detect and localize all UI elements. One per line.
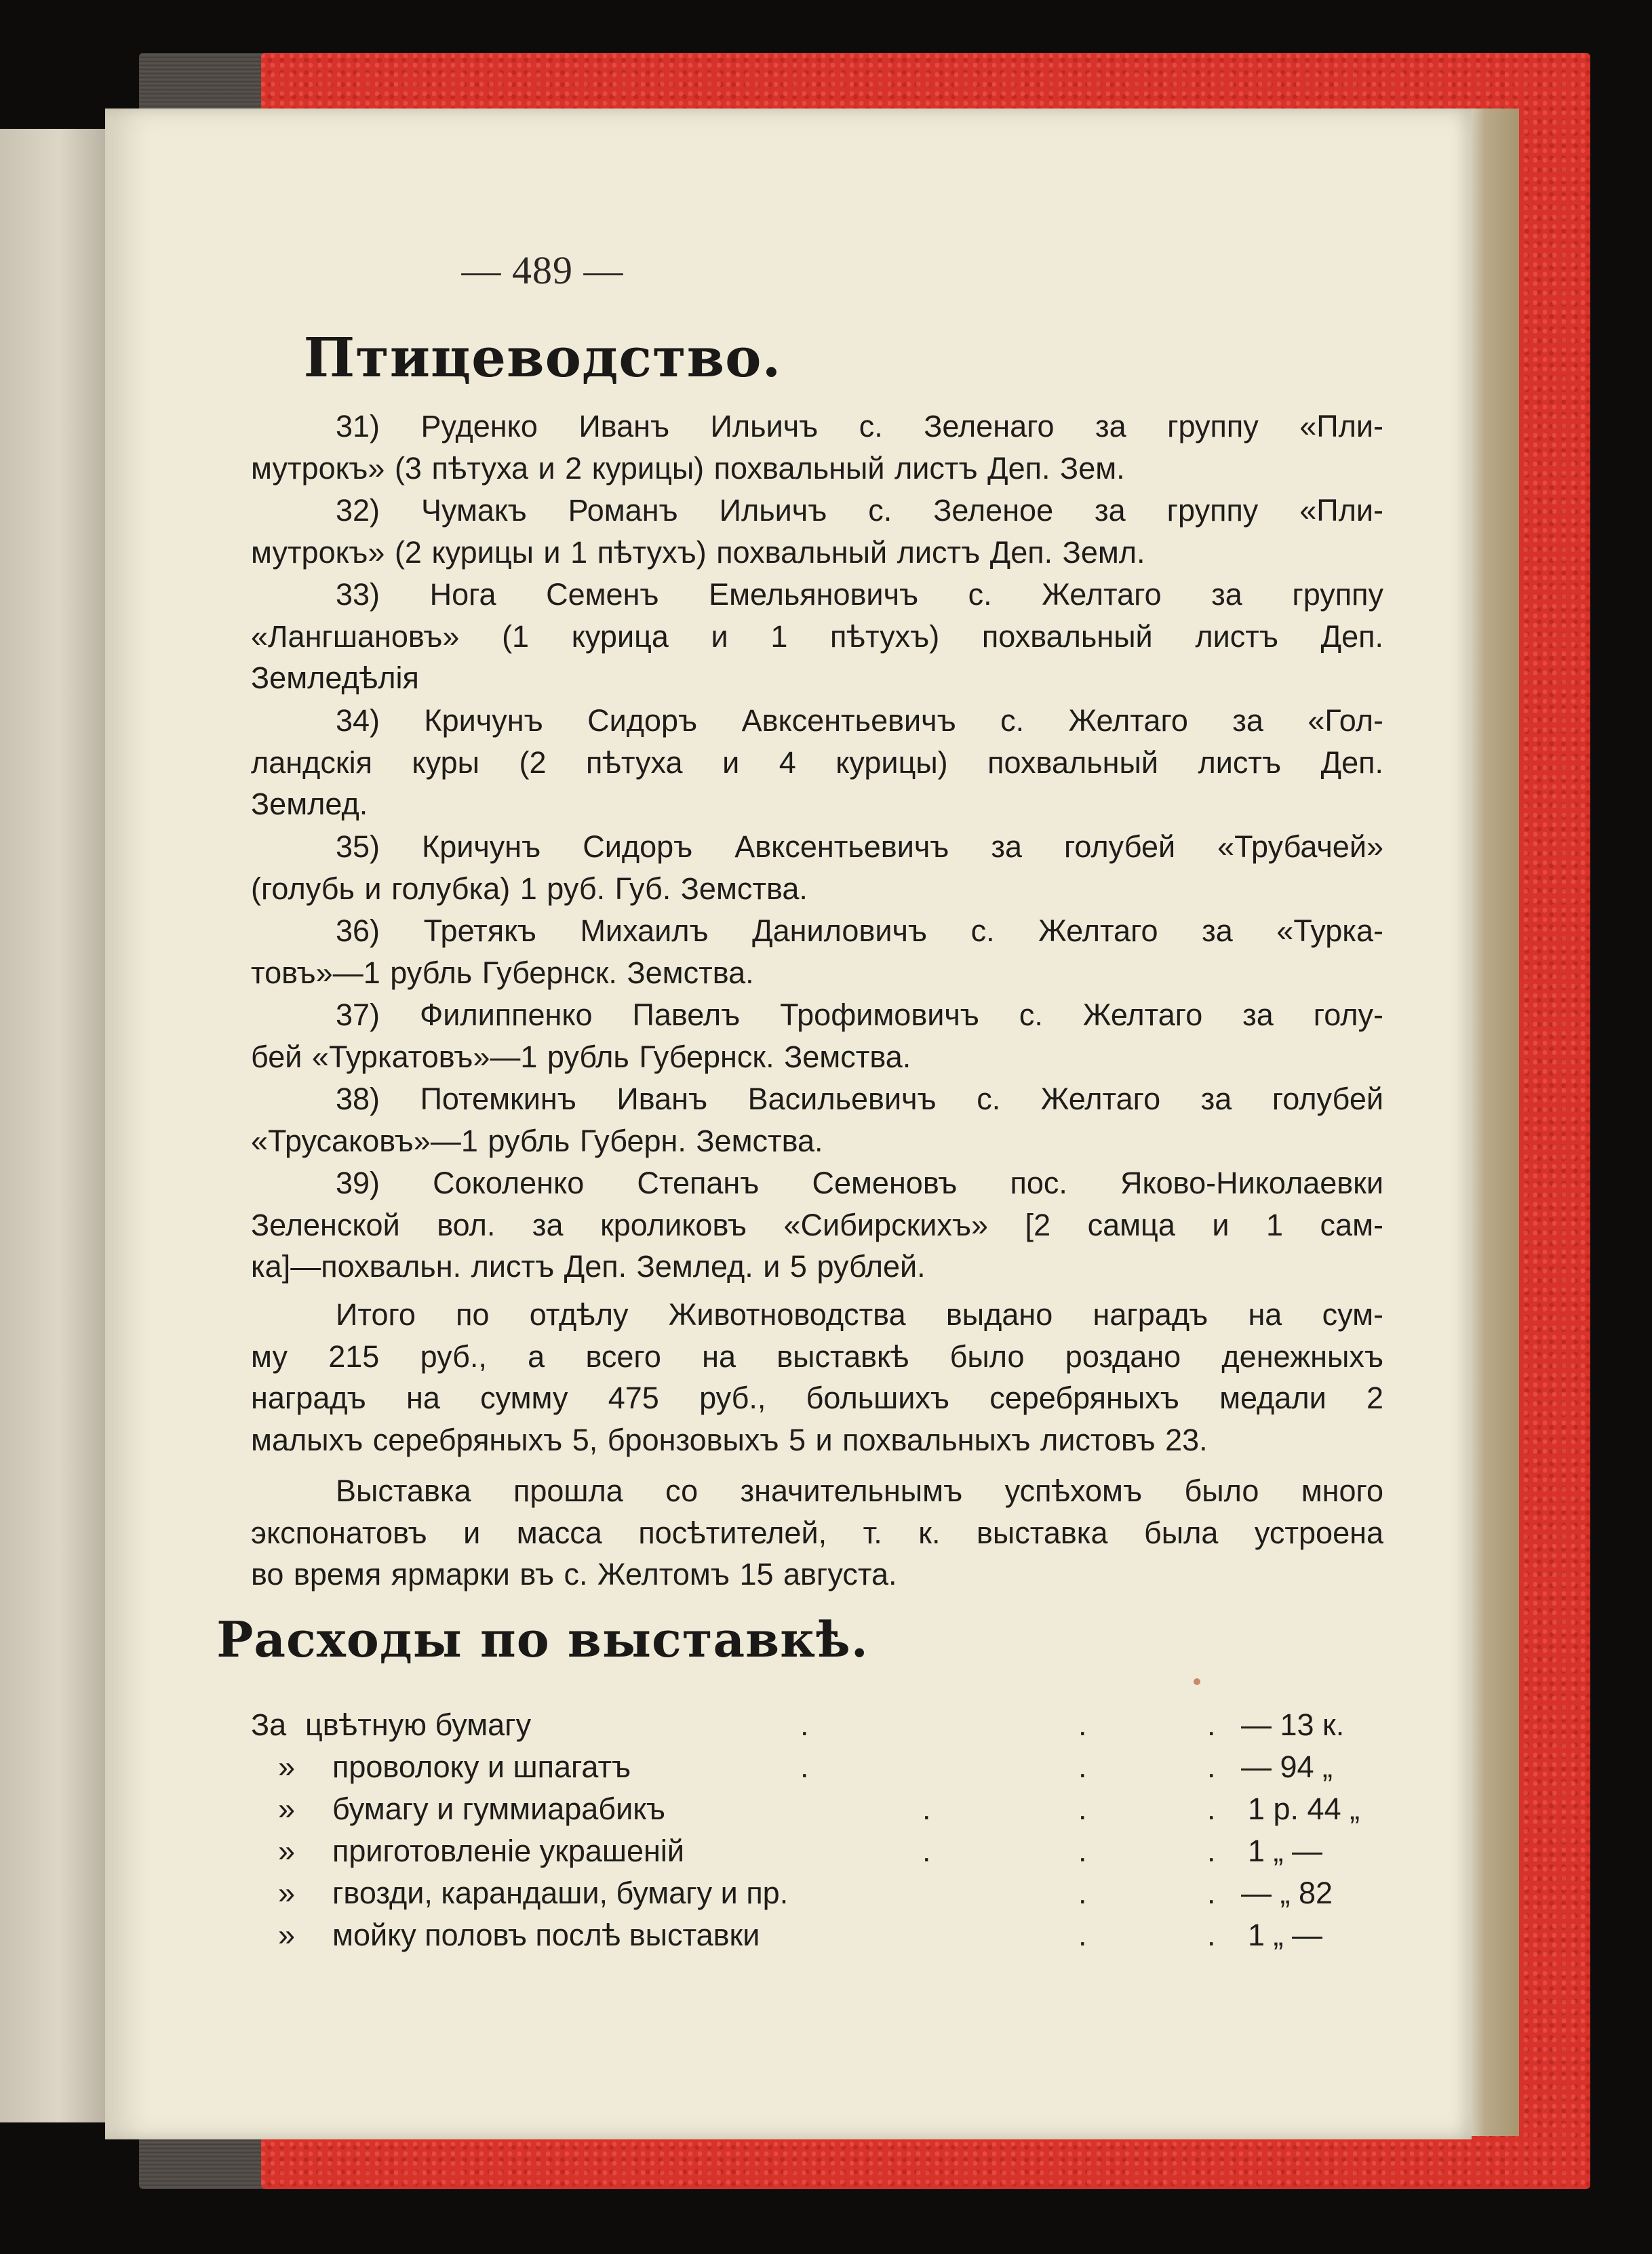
entry-line: 38) Потемкинъ Иванъ Васильевичъ с. Желтаго за голубей [336,1082,1383,1116]
section-heading-poultry: Птицеводство. [303,325,782,389]
closing-paragraph [251,1470,1383,1596]
award-entry-37 [251,994,1383,1077]
expense-prefix: » [278,1918,296,1952]
entry-line: мутрокъ» (3 пѣтуха и 2 курицы) похвальный листъ Деп. Зем. [251,450,1125,486]
entry-line: Земледѣлія [251,660,419,695]
leader-dot: . [1207,1792,1216,1826]
leader-dot: . [800,1749,809,1784]
award-entry-38 [251,1078,1383,1162]
leader-dot: . [1078,1834,1087,1868]
leader-dot: . [1078,1918,1087,1952]
entry-line: (голубь и голубка) 1 руб. Губ. Земства. [251,871,808,906]
entry-line: товъ»—1 рубль Губернск. Земства. [251,955,754,990]
leader-dot: . [1207,1834,1216,1868]
expense-row [251,1792,1390,1834]
closing-line: Выставка прошла со значительнымъ успѣхомъ было много [336,1474,1383,1508]
entry-line: 39) Соколенко Степанъ Семеновъ пос. Яково-Николаевки [336,1166,1383,1200]
entry-line: 37) Филиппенко Павелъ Трофимовичъ с. Желтаго за голу- [336,997,1383,1032]
entry-line: 35) Кричунъ Сидоръ Авксентьевичъ за голубей «Трубачей» [336,829,1383,864]
expense-item: бумагу и гуммиарабикъ [332,1792,666,1826]
entry-line: ка]—похвальн. листъ Деп. Землед. и 5 рублей. [251,1249,926,1284]
expense-row [251,1749,1390,1792]
expense-prefix: » [278,1792,296,1826]
expense-amount: 1 р. 44 „ [1248,1792,1360,1826]
expense-prefix: » [278,1834,296,1868]
left-page-edge [0,129,110,2122]
expense-prefix: За [251,1707,287,1742]
expense-amount: — 94 „ [1241,1749,1333,1784]
leader-dot: . [1207,1749,1216,1784]
expense-amount: — „ 82 [1241,1876,1333,1910]
expense-item: цвѣтную бумагу [305,1707,532,1742]
award-entry-36 [251,910,1383,993]
summary-line: му 215 руб., а всего на выставкѣ было роздано денежныхъ [251,1339,1383,1374]
leader-dot: . [800,1707,809,1742]
leader-dot: . [922,1834,931,1868]
leader-dot: . [1207,1707,1216,1742]
expense-amount: — 13 к. [1241,1707,1345,1742]
expense-row [251,1834,1390,1876]
leader-dot: . [922,1792,931,1826]
entry-line: бей «Туркатовъ»—1 рубль Губернск. Земства. [251,1039,911,1074]
summary-line: малыхъ серебряныхъ 5, бронзовыхъ 5 и похвальныхъ листовъ 23. [251,1422,1208,1457]
award-entry-39 [251,1162,1383,1288]
leader-dot: . [1078,1749,1087,1784]
entry-line: ландскія куры (2 пѣтуха и 4 курицы) похвальный листъ Деп. [251,745,1383,780]
award-entry-35 [251,826,1383,909]
entry-line: Зеленской вол. за кроликовъ «Сибирскихъ» [2 самца и 1 сам- [251,1207,1383,1242]
award-entry-34 [251,700,1383,825]
leader-dot: . [1207,1918,1216,1952]
award-entry-31 [251,406,1383,489]
entry-line: мутрокъ» (2 курицы и 1 пѣтухъ) похвальный листъ Деп. Земл. [251,534,1145,570]
entry-line: «Трусаковъ»—1 рубль Губерн. Земства. [251,1123,823,1158]
section-heading-expenses: Расходы по выставкѣ. [216,1610,869,1668]
expense-amount: 1 „ — [1248,1918,1323,1952]
entry-line: 34) Кричунъ Сидоръ Авксентьевичъ с. Желтаго за «Гол- [336,703,1383,738]
summary-line: Итого по отдѣлу Животноводства выдано наградъ на сум- [336,1297,1383,1332]
entry-line: «Лангшановъ» (1 курица и 1 пѣтухъ) похвальный листъ Деп. [251,618,1383,654]
ink-speck [1194,1678,1200,1685]
award-entry-33 [251,574,1383,699]
closing-line: во время ярмарки въ с. Желтомъ 15 августа. [251,1557,897,1591]
leader-dot: . [1207,1876,1216,1910]
expense-item: гвозди, карандаши, бумагу и пр. [332,1876,789,1910]
expense-row [251,1707,1390,1749]
expense-prefix: » [278,1876,296,1910]
leader-dot: . [1078,1876,1087,1910]
expense-item: приготовленіе украшеній [332,1834,685,1868]
expense-item: проволоку и шпагатъ [332,1749,631,1784]
entry-line: 32) Чумакъ Романъ Ильичъ с. Зеленое за группу «Пли- [336,493,1383,528]
entry-line: 36) Третякъ Михаилъ Даниловичъ с. Желтаго за «Турка- [336,913,1383,948]
page-number: — 489 — [461,248,624,292]
expense-item: мойку половъ послѣ выставки [332,1918,760,1952]
entry-line: Землед. [251,787,368,821]
expense-amount: 1 „ — [1248,1834,1323,1868]
entry-line: 33) Нога Семенъ Емельяновичъ с. Желтаго за группу [336,577,1383,612]
entry-line: 31) Руденко Иванъ Ильичъ с. Зеленаго за группу «Пли- [336,409,1383,443]
award-entry-32 [251,490,1383,573]
summary-paragraph [251,1294,1383,1461]
book-page [105,108,1472,2139]
leader-dot: . [1078,1707,1087,1742]
expense-row [251,1876,1390,1918]
expense-prefix: » [278,1749,296,1784]
summary-line: наградъ на сумму 475 руб., большихъ серебряныхъ медали 2 [251,1381,1383,1415]
closing-line: экспонатовъ и масса посѣтителей, т. к. выставка была устроена [251,1515,1383,1550]
expense-row [251,1918,1390,1960]
leader-dot: . [1078,1792,1087,1826]
